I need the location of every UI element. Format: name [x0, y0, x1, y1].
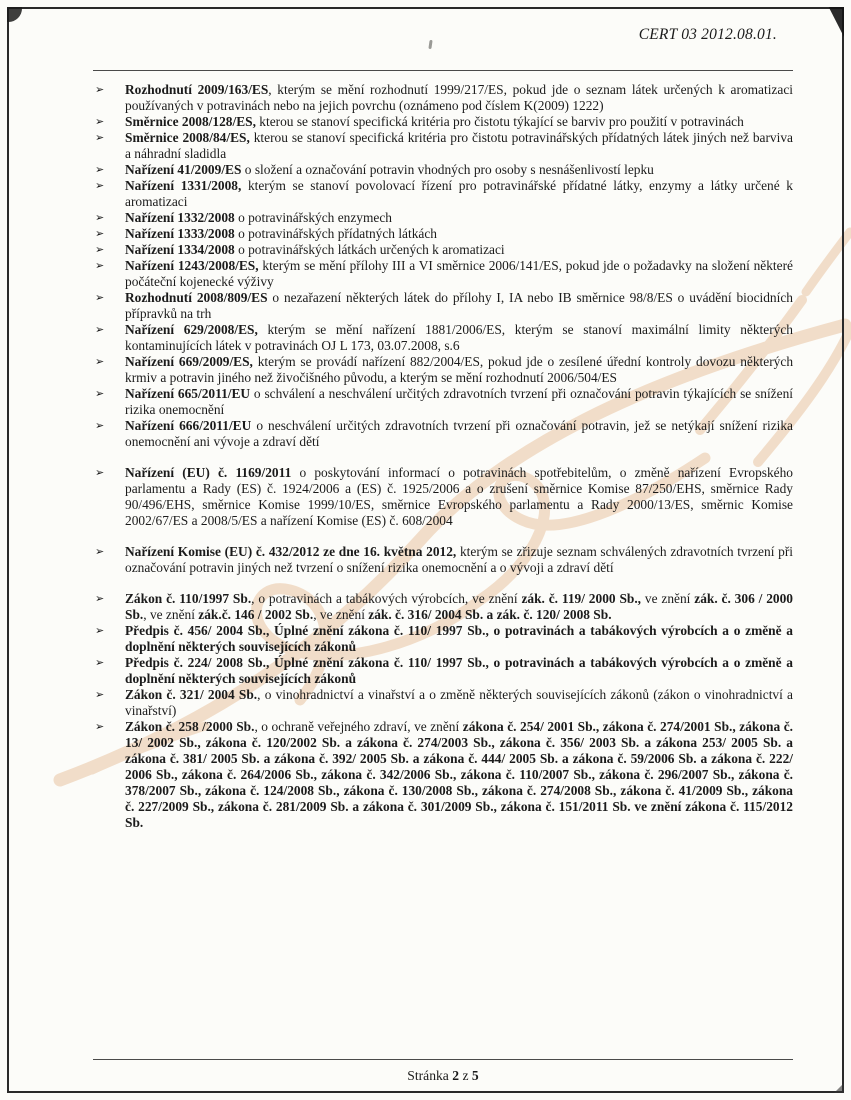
- footer-page-current: 2: [452, 1068, 460, 1083]
- list-item: [93, 465, 793, 529]
- bullet-arrow-icon: ➢: [95, 355, 105, 368]
- bullet-arrow-icon: ➢: [95, 83, 105, 96]
- footer-separator: z: [462, 1068, 469, 1083]
- list-item-text: Nařízení 1333/2008 o potravinářských přídatných látkách: [125, 226, 437, 241]
- list-item: [93, 386, 793, 418]
- bullet-arrow-icon: ➢: [95, 211, 105, 224]
- bullet-arrow-icon: ➢: [95, 656, 105, 669]
- scan-artifact-corner-top-left: [7, 7, 22, 22]
- list-item-text: Předpis č. 224/ 2008 Sb., Úplné znění zákona č. 110/ 1997 Sb., o potravinách a tabákových výrobcích a o změně a doplnění některých souvisejících zákonů: [125, 655, 793, 686]
- bullet-arrow-icon: ➢: [95, 179, 105, 192]
- list-item: [93, 114, 793, 130]
- bullet-arrow-icon: ➢: [95, 115, 105, 128]
- bullet-arrow-icon: ➢: [95, 419, 105, 432]
- list-item-text: Nařízení (EU) č. 1169/2011 o poskytování informací o potravinách spotřebitelům, o změně nařízení Evropského parlamentu a Rady (ES) č. 1924/2006 a (ES) č. 1925/2006 a o zrušení směrnice Komise 87/250/EHS, směrnice Rady 90/496/EHS, směrnice Komise 1999/10/ES, směrnice Evropského parlamentu a Rady 2000/13/ES, směrnic Komise 2002/67/ES a 2008/5/ES a nařízení Komise (ES) č. 608/2004: [125, 465, 794, 528]
- list-item-text: Nařízení 666/2011/EU o neschválení určitých zdravotních tvrzení při označování potravin, jež se netýkají snížení rizika onemocnění ani vývoje a zdraví dětí: [125, 418, 793, 449]
- list-item: [93, 162, 793, 178]
- list-item: [93, 130, 793, 162]
- list-item-text: Zákon č. 258 /2000 Sb., o ochraně veřejného zdraví, ve znění zákona č. 254/ 2001 Sb., zákona č. 274/2001 Sb., zákona č. 13/ 2002 Sb., zákona č. 120/2002 Sb. a zákona č. 274/2003 Sb., zákona č. 356/ 2003 Sb. a zákona 253/ 2005 Sb. a zákona č. 381/ 2005 Sb. a zákona č. 392/ 2005 Sb. a zákona č. 444/ 2005 Sb. a zákona č. 59/2006 Sb. a zákona č. 222/ 2006 Sb., zákona č. 264/2006 Sb., zákona č. 342/2006 Sb., zákona č. 110/2007 Sb., zákona č. 296/2007 Sb., zákona č. 378/2007 Sb., zákona č. 124/2008 Sb., zákona č. 130/2008 Sb., zákona č. 274/2008 Sb., zákona č. 41/2009 Sb., zákona č. 227/2009 Sb., zákona č. 281/2009 Sb. a zákona č. 301/2009 Sb., zákona č. 151/2011 Sb. ve znění zákona č. 115/2012 Sb.: [125, 719, 793, 830]
- list-item-text: Předpis č. 456/ 2004 Sb., Úplné znění zákona č. 110/ 1997 Sb., o potravinách a tabákových výrobcích a o změně a doplnění některých souvisejících zákonů: [125, 623, 793, 654]
- list-item: [93, 719, 793, 831]
- list-item-text: Nařízení 41/2009/ES o složení a označování potravin vhodných pro osoby s nesnášenlivostí lepku: [125, 162, 654, 177]
- footer-rule: [93, 1059, 793, 1060]
- list-item: [93, 544, 793, 576]
- list-item-text: Nařízení Komise (EU) č. 432/2012 ze dne 16. května 2012, kterým se zřizuje seznam schválených zdravotních tvrzení při označování potravin jiných než tvrzení o snížení rizika onemocnění a o vývoji a zdraví dětí: [125, 544, 793, 575]
- list-item: [93, 687, 793, 719]
- list-item: [93, 418, 793, 450]
- bullet-arrow-icon: ➢: [95, 720, 105, 733]
- bullet-arrow-icon: ➢: [95, 291, 105, 304]
- list-item: [93, 242, 793, 258]
- header-rule: [93, 70, 793, 71]
- scan-artifact-corner-top-right: [826, 7, 844, 37]
- scan-artifact-corner-bottom-right: [834, 1083, 844, 1093]
- list-item-text: Směrnice 2008/84/ES, kterou se stanoví specifická kritéria pro čistotu potravinářských přídatných látek jiných než barviva a náhradní sladidla: [125, 130, 793, 161]
- page-number: [93, 1068, 793, 1084]
- bullet-arrow-icon: ➢: [95, 131, 105, 144]
- list-item: [93, 290, 793, 322]
- list-item: [93, 591, 793, 623]
- footer-page-total: 5: [471, 1068, 479, 1083]
- list-item-text: Nařízení 669/2009/ES, kterým se provádí nařízení 882/2004/ES, pokud jde o zesílené úřední kontroly dovozu některých krmiv a potravin jiného než živočišného původu, a kterým se mění rozhodnutí 2006/504/ES: [125, 354, 794, 385]
- bullet-arrow-icon: ➢: [95, 545, 105, 558]
- list-item: [93, 226, 793, 242]
- list-item: [93, 655, 793, 687]
- list-item-text: Zákon č. 110/1997 Sb., o potravinách a tabákových výrobcích, ve znění zák. č. 119/ 2000 Sb., ve znění zák. č. 306 / 2000 Sb., ve znění zák.č. 146 / 2002 Sb., ve znění zák. č. 316/ 2004 Sb. a zák. č. 120/ 2008 Sb.: [125, 591, 793, 622]
- bullet-arrow-icon: ➢: [95, 243, 105, 256]
- list-item-text: Nařízení 629/2008/ES, kterým se mění nařízení 1881/2006/ES, kterým se stanoví maximální limity některých kontaminujících látek v potravinách OJ L 173, 03.07.2008, s.6: [125, 322, 793, 353]
- list-item-text: Nařízení 665/2011/EU o schválení a neschválení určitých zdravotních tvrzení při označování potravin týkajících se snížení rizika onemocnění: [125, 386, 793, 417]
- bullet-arrow-icon: ➢: [95, 387, 105, 400]
- list-item: [93, 210, 793, 226]
- list-item-text: Rozhodnutí 2008/809/ES o nezařazení některých látek do přílohy I, IA nebo IB směrnice 98/8/ES o uvádění biocidních přípravků na trh: [125, 290, 793, 321]
- bullet-arrow-icon: ➢: [95, 592, 105, 605]
- bullet-arrow-icon: ➢: [95, 227, 105, 240]
- list-item-text: Směrnice 2008/128/ES, kterou se stanoví specifická kritéria pro čistotu týkající se barviv pro použití v potravinách: [125, 114, 744, 129]
- footer-label: Stránka: [407, 1068, 449, 1083]
- list-item: [93, 258, 793, 290]
- list-item: [93, 178, 793, 210]
- list-item: [93, 354, 793, 386]
- bullet-arrow-icon: ➢: [95, 688, 105, 701]
- bullet-arrow-icon: ➢: [95, 259, 105, 272]
- bullet-arrow-icon: ➢: [95, 624, 105, 637]
- list-item: [93, 82, 793, 114]
- document-reference: CERT 03 2012.08.01.: [638, 26, 777, 43]
- bullet-arrow-icon: ➢: [95, 323, 105, 336]
- list-item-text: Nařízení 1243/2008/ES, kterým se mění přílohy III a VI směrnice 2006/141/ES, pokud jde o požadavky na složení některé počáteční kojenecké výživy: [125, 258, 793, 289]
- scan-artifact-dot: [428, 40, 432, 49]
- bullet-arrow-icon: ➢: [95, 466, 105, 479]
- list-item-text: Rozhodnutí 2009/163/ES, kterým se mění rozhodnutí 1999/217/ES, pokud jde o seznam látek určených k aromatizaci používaných v potravinách nebo na jejich povrchu (oznámeno pod číslem K(2009) 1222): [125, 82, 793, 113]
- list-item-text: Zákon č. 321/ 2004 Sb., o vinohradnictví a vinařství a o změně některých souvisejících zákonů (zákon o vinohradnictví a vinařství): [125, 687, 793, 718]
- list-item: [93, 623, 793, 655]
- list-item-text: Nařízení 1331/2008, kterým se stanoví povolovací řízení pro potravinářské přídatné látky, enzymy a látky určené k aromatizaci: [125, 178, 793, 209]
- list-item-text: Nařízení 1334/2008 o potravinářských látkách určených k aromatizaci: [125, 242, 505, 257]
- list-item-text: Nařízení 1332/2008 o potravinářských enzymech: [125, 210, 392, 225]
- regulation-list: [93, 82, 793, 831]
- bullet-arrow-icon: ➢: [95, 163, 105, 176]
- list-item: [93, 322, 793, 354]
